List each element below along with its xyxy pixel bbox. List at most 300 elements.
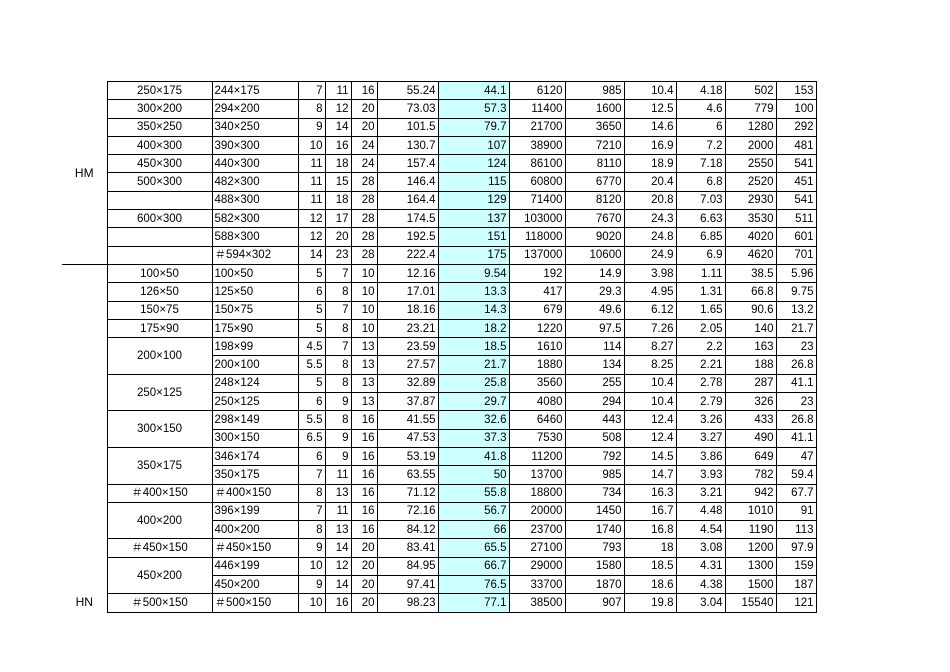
nominal-size-cell: 350×250 (107, 118, 212, 136)
unit-weight-cell: 66 (438, 521, 509, 539)
radius-gyration-x-cell: 8.27 (624, 338, 676, 356)
nominal-size-cell: 500×300 (107, 173, 212, 191)
section-area-cell: 157.4 (377, 155, 438, 173)
flange-thickness-cell: 15 (325, 173, 351, 191)
inertia-x-cell: 679 (509, 301, 565, 319)
radius-gyration-x-cell: 10.4 (624, 393, 676, 411)
section-area-cell: 41.55 (377, 411, 438, 429)
modulus-x-cell: 163 (725, 338, 776, 356)
unit-weight-cell: 76.5 (438, 576, 509, 594)
radius-gyration-y-cell: 2.05 (676, 319, 725, 337)
inertia-x-cell: 21700 (509, 118, 565, 136)
section-size-cell: 588×300 (212, 228, 298, 246)
table-row (62, 338, 816, 356)
radius-gyration-y-cell: 3.08 (676, 539, 725, 557)
modulus-x-cell: 4620 (725, 246, 776, 264)
web-thickness-cell: 5.5 (298, 411, 325, 429)
radius-gyration-y-cell: 2.2 (676, 338, 725, 356)
modulus-y-cell: 121 (776, 594, 816, 612)
inertia-y-cell: 294 (565, 393, 624, 411)
inertia-x-cell: 18800 (509, 484, 565, 502)
web-thickness-cell: 6.5 (298, 429, 325, 447)
web-thickness-cell: 11 (298, 173, 325, 191)
radius-gyration-y-cell: 6.9 (676, 246, 725, 264)
web-thickness-cell: 6 (298, 283, 325, 301)
modulus-x-cell: 66.8 (725, 283, 776, 301)
radius-cell: 10 (351, 301, 377, 319)
radius-cell: 10 (351, 264, 377, 282)
table-row (62, 100, 816, 118)
unit-weight-cell: 79.7 (438, 118, 509, 136)
unit-weight-cell: 57.3 (438, 100, 509, 118)
inertia-x-cell: 3560 (509, 374, 565, 392)
unit-weight-cell: 115 (438, 173, 509, 191)
inertia-y-cell: 907 (565, 594, 624, 612)
section-area-cell: 146.4 (377, 173, 438, 191)
modulus-y-cell: 21.7 (776, 319, 816, 337)
flange-thickness-cell: 11 (325, 466, 351, 484)
modulus-y-cell: 100 (776, 100, 816, 118)
modulus-y-cell: 59.4 (776, 466, 816, 484)
radius-cell: 13 (351, 356, 377, 374)
radius-gyration-y-cell: 6.85 (676, 228, 725, 246)
section-size-cell: 298×149 (212, 411, 298, 429)
radius-cell: 10 (351, 283, 377, 301)
web-thickness-cell: 14 (298, 246, 325, 264)
radius-gyration-x-cell: 10.4 (624, 82, 676, 100)
inertia-y-cell: 114 (565, 338, 624, 356)
inertia-x-cell: 7530 (509, 429, 565, 447)
nominal-size-cell: 250×125 (107, 374, 212, 411)
section-size-cell: 100×50 (212, 264, 298, 282)
table-row (62, 484, 816, 502)
web-thickness-cell: 8 (298, 484, 325, 502)
flange-thickness-cell: 8 (325, 411, 351, 429)
flange-thickness-cell: 14 (325, 118, 351, 136)
inertia-y-cell: 3650 (565, 118, 624, 136)
radius-gyration-y-cell: 2.78 (676, 374, 725, 392)
unit-weight-cell: 21.7 (438, 356, 509, 374)
web-thickness-cell: 12 (298, 228, 325, 246)
modulus-y-cell: 41.1 (776, 429, 816, 447)
modulus-x-cell: 140 (725, 319, 776, 337)
inertia-x-cell: 1880 (509, 356, 565, 374)
section-size-cell: 390×300 (212, 136, 298, 154)
radius-gyration-x-cell: 24.8 (624, 228, 676, 246)
radius-cell: 20 (351, 118, 377, 136)
nominal-size-cell: 400×200 (107, 502, 212, 539)
modulus-y-cell: 13.2 (776, 301, 816, 319)
radius-gyration-y-cell: 3.86 (676, 447, 725, 465)
web-thickness-cell: 5 (298, 264, 325, 282)
unit-weight-cell: 77.1 (438, 594, 509, 612)
modulus-x-cell: 2000 (725, 136, 776, 154)
inertia-y-cell: 1870 (565, 576, 624, 594)
table-row (62, 539, 816, 557)
inertia-x-cell: 60800 (509, 173, 565, 191)
group-label: HN (62, 264, 107, 612)
unit-weight-cell: 32.6 (438, 411, 509, 429)
modulus-y-cell: 481 (776, 136, 816, 154)
section-steel-table (62, 81, 817, 613)
inertia-x-cell: 4080 (509, 393, 565, 411)
inertia-x-cell: 6120 (509, 82, 565, 100)
section-area-cell: 174.5 (377, 210, 438, 228)
table-row (62, 411, 816, 429)
section-area-cell: 222.4 (377, 246, 438, 264)
inertia-x-cell: 71400 (509, 191, 565, 209)
radius-cell: 28 (351, 228, 377, 246)
nominal-size-cell: 350×175 (107, 447, 212, 484)
modulus-y-cell: 23 (776, 393, 816, 411)
radius-gyration-x-cell: 3.98 (624, 264, 676, 282)
table-row (62, 301, 816, 319)
modulus-y-cell: 67.7 (776, 484, 816, 502)
unit-weight-cell: 13.3 (438, 283, 509, 301)
table-row (62, 283, 816, 301)
flange-thickness-cell: 7 (325, 264, 351, 282)
section-area-cell: 130.7 (377, 136, 438, 154)
nominal-size-cell (107, 246, 212, 264)
inertia-x-cell: 38500 (509, 594, 565, 612)
section-area-cell: 71.12 (377, 484, 438, 502)
web-thickness-cell: 5 (298, 374, 325, 392)
unit-weight-cell: 129 (438, 191, 509, 209)
radius-gyration-y-cell: 3.21 (676, 484, 725, 502)
web-thickness-cell: 6 (298, 447, 325, 465)
inertia-y-cell: 1740 (565, 521, 624, 539)
radius-gyration-x-cell: 19.8 (624, 594, 676, 612)
radius-gyration-x-cell: 24.3 (624, 210, 676, 228)
modulus-x-cell: 782 (725, 466, 776, 484)
section-size-cell: 244×175 (212, 82, 298, 100)
section-size-cell: ＃450×150 (212, 539, 298, 557)
section-size-cell: 340×250 (212, 118, 298, 136)
inertia-y-cell: 9020 (565, 228, 624, 246)
inertia-x-cell: 417 (509, 283, 565, 301)
section-area-cell: 192.5 (377, 228, 438, 246)
radius-cell: 16 (351, 447, 377, 465)
radius-gyration-y-cell: 6.63 (676, 210, 725, 228)
unit-weight-cell: 41.8 (438, 447, 509, 465)
inertia-y-cell: 985 (565, 82, 624, 100)
section-size-cell: 488×300 (212, 191, 298, 209)
section-area-cell: 63.55 (377, 466, 438, 484)
inertia-x-cell: 20000 (509, 502, 565, 520)
section-area-cell: 53.19 (377, 447, 438, 465)
radius-gyration-x-cell: 20.8 (624, 191, 676, 209)
radius-cell: 24 (351, 136, 377, 154)
radius-cell: 20 (351, 539, 377, 557)
section-size-cell: 350×175 (212, 466, 298, 484)
radius-gyration-x-cell: 14.5 (624, 447, 676, 465)
radius-gyration-y-cell: 4.31 (676, 557, 725, 575)
unit-weight-cell: 25.8 (438, 374, 509, 392)
inertia-x-cell: 118000 (509, 228, 565, 246)
nominal-size-cell (107, 191, 212, 209)
section-size-cell: 198×99 (212, 338, 298, 356)
section-size-cell: 346×174 (212, 447, 298, 465)
flange-thickness-cell: 17 (325, 210, 351, 228)
inertia-y-cell: 734 (565, 484, 624, 502)
radius-gyration-y-cell: 2.21 (676, 356, 725, 374)
section-size-cell: ＃400×150 (212, 484, 298, 502)
section-area-cell: 23.59 (377, 338, 438, 356)
table-row (62, 319, 816, 337)
section-size-cell: 200×100 (212, 356, 298, 374)
modulus-x-cell: 38.5 (725, 264, 776, 282)
nominal-size-cell: 126×50 (107, 283, 212, 301)
inertia-y-cell: 8110 (565, 155, 624, 173)
unit-weight-cell: 175 (438, 246, 509, 264)
nominal-size-cell: 300×200 (107, 100, 212, 118)
modulus-y-cell: 159 (776, 557, 816, 575)
web-thickness-cell: 9 (298, 118, 325, 136)
section-size-cell: 175×90 (212, 319, 298, 337)
web-thickness-cell: 7 (298, 502, 325, 520)
flange-thickness-cell: 7 (325, 338, 351, 356)
radius-gyration-y-cell: 3.04 (676, 594, 725, 612)
nominal-size-cell: ＃500×150 (107, 594, 212, 612)
flange-thickness-cell: 8 (325, 283, 351, 301)
section-size-cell: 248×124 (212, 374, 298, 392)
modulus-y-cell: 153 (776, 82, 816, 100)
radius-cell: 20 (351, 100, 377, 118)
unit-weight-cell: 107 (438, 136, 509, 154)
inertia-y-cell: 792 (565, 447, 624, 465)
radius-gyration-y-cell: 2.79 (676, 393, 725, 411)
modulus-x-cell: 779 (725, 100, 776, 118)
radius-gyration-y-cell: 7.2 (676, 136, 725, 154)
modulus-x-cell: 1190 (725, 521, 776, 539)
table-row (62, 594, 816, 612)
web-thickness-cell: 5.5 (298, 356, 325, 374)
inertia-x-cell: 6460 (509, 411, 565, 429)
modulus-y-cell: 5.96 (776, 264, 816, 282)
flange-thickness-cell: 14 (325, 539, 351, 557)
section-area-cell: 37.87 (377, 393, 438, 411)
section-area-cell: 17.01 (377, 283, 438, 301)
section-area-cell: 98.23 (377, 594, 438, 612)
radius-cell: 28 (351, 191, 377, 209)
radius-gyration-y-cell: 3.93 (676, 466, 725, 484)
table-row (62, 191, 816, 209)
unit-weight-cell: 14.3 (438, 301, 509, 319)
modulus-y-cell: 601 (776, 228, 816, 246)
radius-gyration-x-cell: 16.8 (624, 521, 676, 539)
table-row (62, 557, 816, 575)
radius-cell: 16 (351, 466, 377, 484)
radius-gyration-x-cell: 16.7 (624, 502, 676, 520)
section-area-cell: 12.16 (377, 264, 438, 282)
nominal-size-cell: 400×300 (107, 136, 212, 154)
web-thickness-cell: 10 (298, 557, 325, 575)
inertia-x-cell: 86100 (509, 155, 565, 173)
radius-gyration-y-cell: 7.03 (676, 191, 725, 209)
inertia-y-cell: 97.5 (565, 319, 624, 337)
radius-gyration-x-cell: 18.9 (624, 155, 676, 173)
web-thickness-cell: 11 (298, 191, 325, 209)
radius-gyration-y-cell: 4.54 (676, 521, 725, 539)
nominal-size-cell: ＃450×150 (107, 539, 212, 557)
radius-cell: 28 (351, 246, 377, 264)
inertia-x-cell: 1220 (509, 319, 565, 337)
radius-gyration-x-cell: 14.7 (624, 466, 676, 484)
modulus-y-cell: 113 (776, 521, 816, 539)
unit-weight-cell: 124 (438, 155, 509, 173)
flange-thickness-cell: 9 (325, 447, 351, 465)
section-area-cell: 55.24 (377, 82, 438, 100)
modulus-y-cell: 701 (776, 246, 816, 264)
section-size-cell: 400×200 (212, 521, 298, 539)
web-thickness-cell: 6 (298, 393, 325, 411)
flange-thickness-cell: 9 (325, 429, 351, 447)
section-area-cell: 84.12 (377, 521, 438, 539)
radius-cell: 28 (351, 173, 377, 191)
inertia-x-cell: 23700 (509, 521, 565, 539)
unit-weight-cell: 29.7 (438, 393, 509, 411)
nominal-size-cell: 175×90 (107, 319, 212, 337)
inertia-x-cell: 1610 (509, 338, 565, 356)
web-thickness-cell: 11 (298, 155, 325, 173)
radius-gyration-x-cell: 18.6 (624, 576, 676, 594)
section-size-cell: 125×50 (212, 283, 298, 301)
radius-gyration-y-cell: 1.31 (676, 283, 725, 301)
web-thickness-cell: 5 (298, 319, 325, 337)
radius-cell: 24 (351, 155, 377, 173)
section-size-cell: 446×199 (212, 557, 298, 575)
inertia-x-cell: 103000 (509, 210, 565, 228)
modulus-x-cell: 2550 (725, 155, 776, 173)
web-thickness-cell: 12 (298, 210, 325, 228)
modulus-x-cell: 433 (725, 411, 776, 429)
unit-weight-cell: 9.54 (438, 264, 509, 282)
inertia-y-cell: 1450 (565, 502, 624, 520)
radius-gyration-y-cell: 6.8 (676, 173, 725, 191)
inertia-x-cell: 38900 (509, 136, 565, 154)
section-area-cell: 97.41 (377, 576, 438, 594)
section-area-cell: 83.41 (377, 539, 438, 557)
table-row (62, 502, 816, 520)
modulus-y-cell: 23 (776, 338, 816, 356)
radius-gyration-x-cell: 6.12 (624, 301, 676, 319)
inertia-y-cell: 6770 (565, 173, 624, 191)
unit-weight-cell: 18.2 (438, 319, 509, 337)
modulus-y-cell: 26.8 (776, 411, 816, 429)
unit-weight-cell: 56.7 (438, 502, 509, 520)
flange-thickness-cell: 11 (325, 82, 351, 100)
radius-cell: 16 (351, 82, 377, 100)
radius-gyration-x-cell: 12.5 (624, 100, 676, 118)
modulus-x-cell: 1300 (725, 557, 776, 575)
section-size-cell: ＃594×302 (212, 246, 298, 264)
table-row (62, 228, 816, 246)
inertia-y-cell: 10600 (565, 246, 624, 264)
modulus-y-cell: 97.9 (776, 539, 816, 557)
table-row (62, 173, 816, 191)
radius-cell: 16 (351, 411, 377, 429)
radius-cell: 10 (351, 319, 377, 337)
radius-gyration-x-cell: 20.4 (624, 173, 676, 191)
radius-gyration-x-cell: 8.25 (624, 356, 676, 374)
table-row (62, 136, 816, 154)
inertia-y-cell: 29.3 (565, 283, 624, 301)
unit-weight-cell: 151 (438, 228, 509, 246)
nominal-size-cell (107, 228, 212, 246)
modulus-x-cell: 326 (725, 393, 776, 411)
web-thickness-cell: 7 (298, 466, 325, 484)
radius-cell: 20 (351, 576, 377, 594)
unit-weight-cell: 44.1 (438, 82, 509, 100)
modulus-y-cell: 41.1 (776, 374, 816, 392)
radius-gyration-y-cell: 4.38 (676, 576, 725, 594)
modulus-y-cell: 47 (776, 447, 816, 465)
radius-cell: 16 (351, 484, 377, 502)
inertia-y-cell: 1580 (565, 557, 624, 575)
section-area-cell: 23.21 (377, 319, 438, 337)
modulus-y-cell: 511 (776, 210, 816, 228)
modulus-x-cell: 2930 (725, 191, 776, 209)
radius-cell: 13 (351, 393, 377, 411)
nominal-size-cell: ＃400×150 (107, 484, 212, 502)
radius-gyration-y-cell: 6 (676, 118, 725, 136)
radius-gyration-y-cell: 4.18 (676, 82, 725, 100)
section-area-cell: 27.57 (377, 356, 438, 374)
inertia-y-cell: 793 (565, 539, 624, 557)
radius-gyration-y-cell: 3.27 (676, 429, 725, 447)
radius-gyration-x-cell: 4.95 (624, 283, 676, 301)
modulus-x-cell: 4020 (725, 228, 776, 246)
inertia-x-cell: 33700 (509, 576, 565, 594)
modulus-y-cell: 91 (776, 502, 816, 520)
radius-gyration-x-cell: 16.9 (624, 136, 676, 154)
section-area-cell: 18.16 (377, 301, 438, 319)
radius-cell: 16 (351, 521, 377, 539)
section-area-cell: 32.89 (377, 374, 438, 392)
flange-thickness-cell: 12 (325, 100, 351, 118)
nominal-size-cell: 100×50 (107, 264, 212, 282)
modulus-x-cell: 287 (725, 374, 776, 392)
radius-gyration-y-cell: 4.48 (676, 502, 725, 520)
section-area-cell: 73.03 (377, 100, 438, 118)
radius-gyration-x-cell: 18 (624, 539, 676, 557)
modulus-y-cell: 9.75 (776, 283, 816, 301)
section-area-cell: 72.16 (377, 502, 438, 520)
modulus-x-cell: 1500 (725, 576, 776, 594)
radius-gyration-x-cell: 7.26 (624, 319, 676, 337)
flange-thickness-cell: 16 (325, 136, 351, 154)
radius-gyration-x-cell: 12.4 (624, 429, 676, 447)
modulus-y-cell: 187 (776, 576, 816, 594)
inertia-y-cell: 1600 (565, 100, 624, 118)
flange-thickness-cell: 16 (325, 594, 351, 612)
inertia-y-cell: 14.9 (565, 264, 624, 282)
nominal-size-cell: 450×200 (107, 557, 212, 594)
radius-gyration-x-cell: 10.4 (624, 374, 676, 392)
modulus-x-cell: 90.6 (725, 301, 776, 319)
inertia-y-cell: 985 (565, 466, 624, 484)
flange-thickness-cell: 13 (325, 521, 351, 539)
section-size-cell: 450×200 (212, 576, 298, 594)
radius-gyration-x-cell: 18.5 (624, 557, 676, 575)
inertia-y-cell: 255 (565, 374, 624, 392)
modulus-x-cell: 1280 (725, 118, 776, 136)
radius-cell: 28 (351, 210, 377, 228)
unit-weight-cell: 18.5 (438, 338, 509, 356)
unit-weight-cell: 50 (438, 466, 509, 484)
radius-cell: 20 (351, 557, 377, 575)
radius-cell: 20 (351, 594, 377, 612)
